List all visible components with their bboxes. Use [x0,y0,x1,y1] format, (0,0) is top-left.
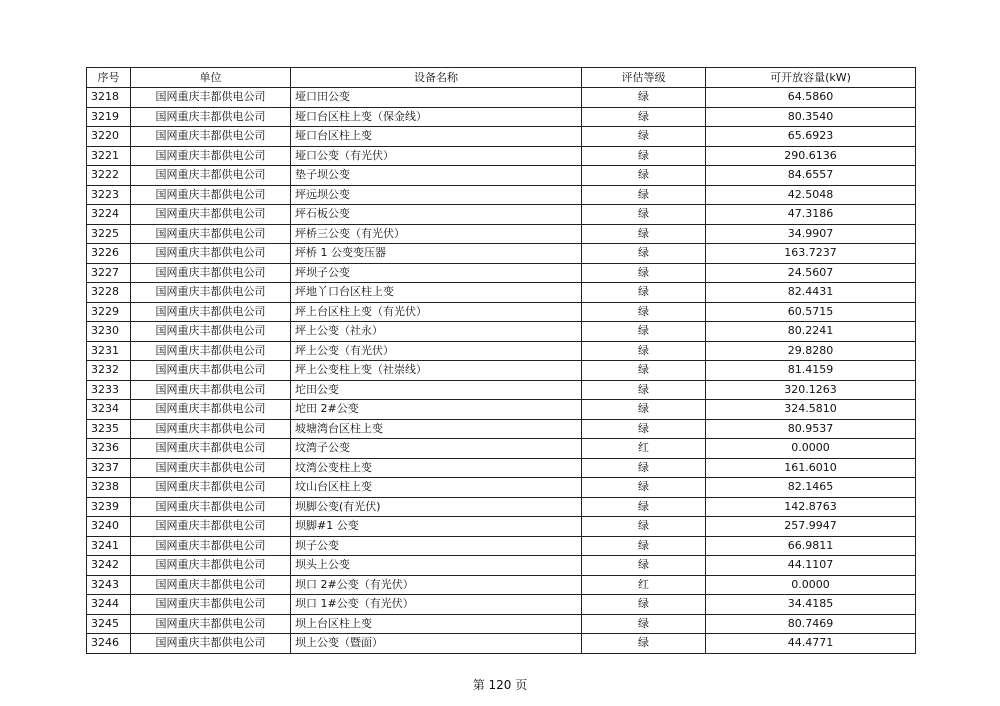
row-unit: 国网重庆丰都供电公司 [131,224,291,244]
row-unit: 国网重庆丰都供电公司 [131,244,291,264]
row-capacity: 24.5607 [706,263,916,283]
row-capacity: 65.6923 [706,127,916,147]
row-device-name: 垫子坝公变 [291,166,582,186]
header-unit: 单位 [131,68,291,88]
table-row [87,283,916,303]
row-grade: 绿 [582,419,706,439]
row-seq: 3237 [87,458,131,478]
row-device-name: 坝口 1#公变（有光伏） [291,595,582,615]
row-capacity: 44.4771 [706,634,916,654]
row-capacity: 324.5810 [706,400,916,420]
row-grade: 绿 [582,556,706,576]
row-unit: 国网重庆丰都供电公司 [131,614,291,634]
row-capacity: 66.9811 [706,536,916,556]
row-device-name: 垭口台区柱上变 [291,127,582,147]
table-row [87,263,916,283]
row-capacity: 290.6136 [706,146,916,166]
table-row [87,575,916,595]
row-device-name: 坪上公变柱上变（社崇线） [291,361,582,381]
row-unit: 国网重庆丰都供电公司 [131,283,291,303]
table-row [87,244,916,264]
table-row [87,517,916,537]
row-unit: 国网重庆丰都供电公司 [131,185,291,205]
row-unit: 国网重庆丰都供电公司 [131,361,291,381]
table-row [87,341,916,361]
row-unit: 国网重庆丰都供电公司 [131,341,291,361]
row-seq: 3218 [87,88,131,108]
row-grade: 绿 [582,88,706,108]
row-unit: 国网重庆丰都供电公司 [131,166,291,186]
row-unit: 国网重庆丰都供电公司 [131,536,291,556]
row-seq: 3230 [87,322,131,342]
row-device-name: 坝子公变 [291,536,582,556]
row-device-name: 坝头上公变 [291,556,582,576]
row-grade: 红 [582,439,706,459]
row-device-name: 坪地丫口台区柱上变 [291,283,582,303]
table-row [87,458,916,478]
row-capacity: 47.3186 [706,205,916,225]
row-seq: 3220 [87,127,131,147]
table-row [87,419,916,439]
table-row [87,497,916,517]
row-device-name: 坪石板公变 [291,205,582,225]
table-row [87,127,916,147]
row-device-name: 垭口台区柱上变（保金线） [291,107,582,127]
table-row [87,400,916,420]
row-capacity: 82.4431 [706,283,916,303]
row-grade: 绿 [582,166,706,186]
row-capacity: 42.5048 [706,185,916,205]
row-seq: 3231 [87,341,131,361]
row-grade: 绿 [582,517,706,537]
row-capacity: 60.5715 [706,302,916,322]
row-unit: 国网重庆丰都供电公司 [131,205,291,225]
row-grade: 绿 [582,185,706,205]
row-unit: 国网重庆丰都供电公司 [131,302,291,322]
row-grade: 绿 [582,224,706,244]
table-row [87,536,916,556]
table-row [87,380,916,400]
row-device-name: 坨田 2#公变 [291,400,582,420]
table-row [87,302,916,322]
row-unit: 国网重庆丰都供电公司 [131,595,291,615]
row-seq: 3239 [87,497,131,517]
row-grade: 绿 [582,263,706,283]
row-unit: 国网重庆丰都供电公司 [131,634,291,654]
row-capacity: 84.6557 [706,166,916,186]
table-row [87,205,916,225]
table-row [87,146,916,166]
row-seq: 3244 [87,595,131,615]
row-grade: 绿 [582,302,706,322]
row-device-name: 坟山台区柱上变 [291,478,582,498]
table-row [87,185,916,205]
row-unit: 国网重庆丰都供电公司 [131,127,291,147]
row-seq: 3224 [87,205,131,225]
row-capacity: 80.7469 [706,614,916,634]
row-grade: 绿 [582,127,706,147]
row-device-name: 垭口田公变 [291,88,582,108]
row-device-name: 坟湾公变柱上变 [291,458,582,478]
table-row [87,614,916,634]
row-seq: 3240 [87,517,131,537]
row-unit: 国网重庆丰都供电公司 [131,439,291,459]
row-grade: 绿 [582,107,706,127]
row-seq: 3232 [87,361,131,381]
row-unit: 国网重庆丰都供电公司 [131,107,291,127]
row-unit: 国网重庆丰都供电公司 [131,322,291,342]
row-device-name: 坝口 2#公变（有光伏） [291,575,582,595]
row-seq: 3234 [87,400,131,420]
row-grade: 绿 [582,380,706,400]
row-capacity: 163.7237 [706,244,916,264]
row-device-name: 坝脚#1 公变 [291,517,582,537]
row-device-name: 坪桥三公变（有光伏） [291,224,582,244]
row-device-name: 坪上公变（有光伏） [291,341,582,361]
row-grade: 绿 [582,283,706,303]
row-device-name: 坪坝子公变 [291,263,582,283]
page-number: 第 120 页 [472,678,528,692]
row-capacity: 80.3540 [706,107,916,127]
row-grade: 绿 [582,322,706,342]
row-grade: 绿 [582,458,706,478]
row-capacity: 320.1263 [706,380,916,400]
row-device-name: 坟湾子公变 [291,439,582,459]
row-device-name: 坝上台区柱上变 [291,614,582,634]
row-seq: 3219 [87,107,131,127]
row-capacity: 34.9907 [706,224,916,244]
row-device-name: 坪远坝公变 [291,185,582,205]
row-capacity: 257.9947 [706,517,916,537]
row-seq: 3221 [87,146,131,166]
row-capacity: 81.4159 [706,361,916,381]
row-seq: 3222 [87,166,131,186]
row-capacity: 44.1107 [706,556,916,576]
row-grade: 绿 [582,536,706,556]
row-seq: 3225 [87,224,131,244]
row-seq: 3242 [87,556,131,576]
row-device-name: 坪上台区柱上变（有光伏） [291,302,582,322]
row-grade: 绿 [582,634,706,654]
row-capacity: 80.9537 [706,419,916,439]
row-capacity: 80.2241 [706,322,916,342]
row-device-name: 坪桥 1 公变变压器 [291,244,582,264]
row-device-name: 坡塘湾台区柱上变 [291,419,582,439]
row-seq: 3233 [87,380,131,400]
table-row [87,361,916,381]
row-grade: 绿 [582,244,706,264]
table-row [87,556,916,576]
row-device-name: 垭口公变（有光伏） [291,146,582,166]
row-capacity: 29.8280 [706,341,916,361]
table-row [87,107,916,127]
table-header-row [87,68,916,88]
row-seq: 3235 [87,419,131,439]
row-grade: 绿 [582,361,706,381]
row-device-name: 坪上公变（社永） [291,322,582,342]
row-unit: 国网重庆丰都供电公司 [131,380,291,400]
row-capacity: 0.0000 [706,439,916,459]
row-capacity: 161.6010 [706,458,916,478]
row-grade: 绿 [582,205,706,225]
table-row [87,166,916,186]
row-unit: 国网重庆丰都供电公司 [131,478,291,498]
row-grade: 绿 [582,341,706,361]
table-row [87,439,916,459]
row-unit: 国网重庆丰都供电公司 [131,419,291,439]
row-seq: 3238 [87,478,131,498]
row-unit: 国网重庆丰都供电公司 [131,517,291,537]
header-device-name: 设备名称 [291,68,582,88]
table-row [87,322,916,342]
row-unit: 国网重庆丰都供电公司 [131,88,291,108]
row-grade: 绿 [582,478,706,498]
table-row [87,88,916,108]
row-seq: 3243 [87,575,131,595]
table-row [87,224,916,244]
header-grade: 评估等级 [582,68,706,88]
table-row [87,595,916,615]
row-unit: 国网重庆丰都供电公司 [131,556,291,576]
row-capacity: 34.4185 [706,595,916,615]
row-seq: 3228 [87,283,131,303]
table-row [87,478,916,498]
row-grade: 绿 [582,400,706,420]
row-grade: 绿 [582,497,706,517]
row-unit: 国网重庆丰都供电公司 [131,146,291,166]
row-seq: 3236 [87,439,131,459]
row-seq: 3229 [87,302,131,322]
row-unit: 国网重庆丰都供电公司 [131,575,291,595]
row-grade: 绿 [582,595,706,615]
row-capacity: 142.8763 [706,497,916,517]
row-seq: 3226 [87,244,131,264]
row-seq: 3245 [87,614,131,634]
row-unit: 国网重庆丰都供电公司 [131,400,291,420]
row-capacity: 82.1465 [706,478,916,498]
row-unit: 国网重庆丰都供电公司 [131,497,291,517]
row-unit: 国网重庆丰都供电公司 [131,263,291,283]
row-seq: 3241 [87,536,131,556]
table-row [87,634,916,654]
row-seq: 3246 [87,634,131,654]
header-capacity: 可开放容量(kW) [706,68,916,88]
row-seq: 3227 [87,263,131,283]
row-device-name: 坨田公变 [291,380,582,400]
capacity-table [86,67,916,654]
row-unit: 国网重庆丰都供电公司 [131,458,291,478]
row-seq: 3223 [87,185,131,205]
row-device-name: 坝脚公变(有光伏) [291,497,582,517]
row-device-name: 坝上公变（暨面） [291,634,582,654]
row-grade: 绿 [582,614,706,634]
header-seq: 序号 [87,68,131,88]
row-capacity: 0.0000 [706,575,916,595]
row-grade: 绿 [582,146,706,166]
row-capacity: 64.5860 [706,88,916,108]
row-grade: 红 [582,575,706,595]
